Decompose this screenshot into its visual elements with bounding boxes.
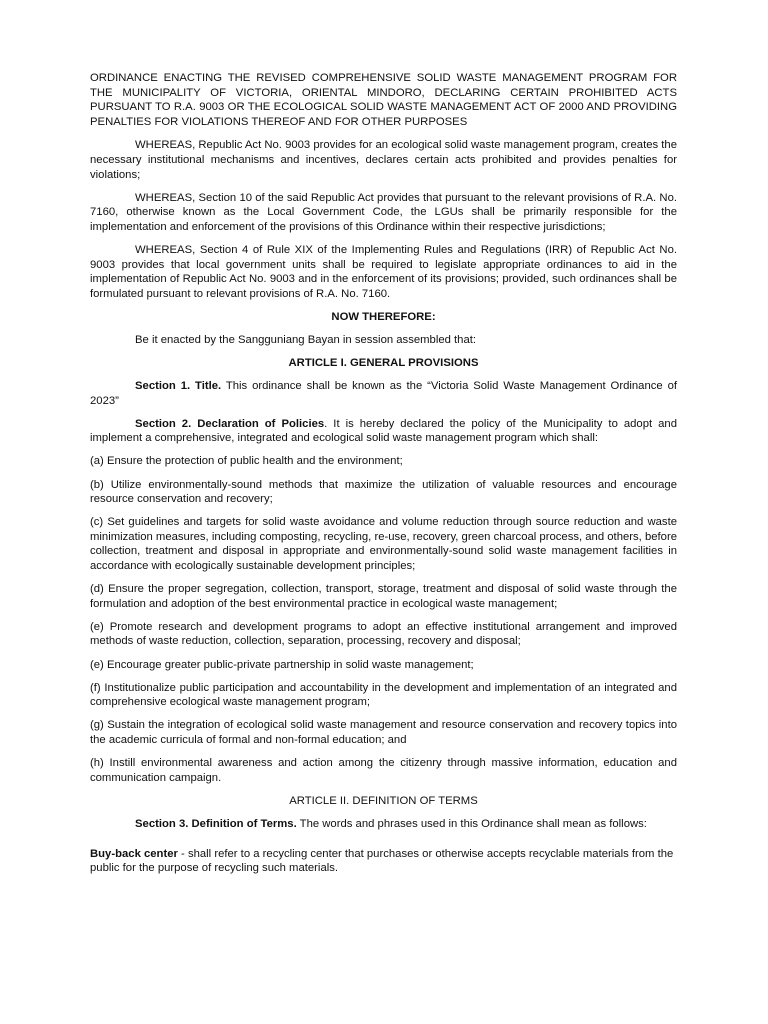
spacer — [90, 840, 677, 847]
definition-text: - shall refer to a recycling center that purchases or otherwise accepts recyclable materials from the public for the purpose of recycling such materials. — [90, 847, 674, 875]
whereas-clause-1: WHEREAS, Republic Act No. 9003 provides for an ecological solid waste management program, creates the necessary institutional mechanisms and incentives, declares certain acts prohibited and provides penalties for violations; — [90, 139, 677, 181]
whereas-clause-2: WHEREAS, Section 10 of the said Republic Act provides that pursuant to the relevant provisions of R.A. No. 7160, otherwise known as the Local Government Code, the LGUs shall be primarily responsible for the implementation and enforcement of the provisions of this Ordinance within their respective jurisdictions; — [90, 191, 677, 233]
policy-item-c: (c) Set guidelines and targets for solid waste avoidance and volume reduction through source reduction and waste minimization measures, including composting, recycling, re-use, recovery, green charcoal process, and others, before collection, treatment and disposal in appropriate and environmentally-sound solid waste management facilities in accordance with ecologically sustainable development principles; — [90, 516, 677, 573]
definition-term: Buy-back center — [90, 847, 178, 860]
whereas-clause-3: WHEREAS, Section 4 of Rule XIX of the Implementing Rules and Regulations (IRR) of Republic Act No. 9003 provides that local government units shall be required to legislate appropriate ordinances to aid in the implementation of Republic Act No. 9003 and in the enforcement of its provisions; provided, such ordinances shall be formulated pursuant to relevant provisions of R.A. No. 7160. — [90, 243, 677, 300]
section-1-text: This ordinance shall be known as the “Victoria Solid Waste Management Ordinance of 2023” — [90, 380, 677, 407]
enacting-clause: Be it enacted by the Sangguniang Bayan in session assembled that: — [135, 333, 477, 346]
section-1-label: Section 1. Title. — [135, 380, 222, 393]
article-2-heading: ARTICLE II. DEFINITION OF TERMS — [289, 794, 478, 807]
section-2-text: . It is hereby declared the policy of the Municipality to adopt and implement a comprehensive, integrated and ecological solid waste management program which shall: — [90, 417, 677, 445]
section-3-text: The words and phrases used in this Ordinance shall mean as follows: — [296, 817, 647, 830]
section-2-paragraph — [90, 417, 677, 446]
section-2-label: Section 2. Declaration of Policies — [135, 417, 325, 430]
definition-buy-back-center — [90, 847, 677, 876]
section-3-paragraph — [90, 817, 677, 832]
article-1-heading: ARTICLE I. GENERAL PROVISIONS — [288, 357, 479, 369]
policy-item-g: (g) Sustain the integration of ecological solid waste management and resource conservation and recovery topics into the academic curricula of formal and non-formal education; and — [90, 719, 677, 746]
policy-item-b: (b) Utilize environmentally-sound methods that maximize the utilization of valuable resources and encourage resource conservation and recovery; — [90, 478, 677, 506]
section-1-paragraph — [90, 379, 677, 408]
now-therefore-heading: NOW THEREFORE: — [331, 310, 436, 323]
ordinance-title: ORDINANCE ENACTING THE REVISED COMPREHENSIVE SOLID WASTE MANAGEMENT PROGRAM FOR THE MUNICIPALITY OF VICTORIA, ORIENTAL MINDORO, DECLARING CERTAIN PROHIBITED ACTS PURSUANT TO R.A. 9003 OR THE ECOLOGICAL SOLID WASTE MANAGEMENT ACT OF 2000 AND PROVIDING PENALTIES FOR VIOLATIONS THEREOF AND FOR OTHER PURPOSES — [90, 72, 677, 128]
policy-item-d: (d) Ensure the proper segregation, collection, transport, storage, treatment and disposal of solid waste through the formulation and adoption of the best environmental practice in ecological waste management; — [90, 583, 677, 610]
policy-item-f: (f) Institutionalize public participation and accountability in the development and implementation of an integrated and comprehensive ecological waste management program; — [90, 681, 677, 709]
section-3-label: Section 3. Definition of Terms. — [135, 817, 297, 830]
policy-item-e2: (e) Encourage greater public-private partnership in solid waste management; — [90, 658, 474, 671]
policy-item-h: (h) Instill environmental awareness and action among the citizenry through massive information, education and communication campaign. — [90, 756, 677, 784]
policy-item-a: (a) Ensure the protection of public health and the environment; — [90, 455, 403, 468]
policy-item-e1: (e) Promote research and development programs to adopt an effective institutional arrangement and improved methods of waste reduction, collection, separation, processing, recovery and disposal; — [90, 620, 677, 648]
